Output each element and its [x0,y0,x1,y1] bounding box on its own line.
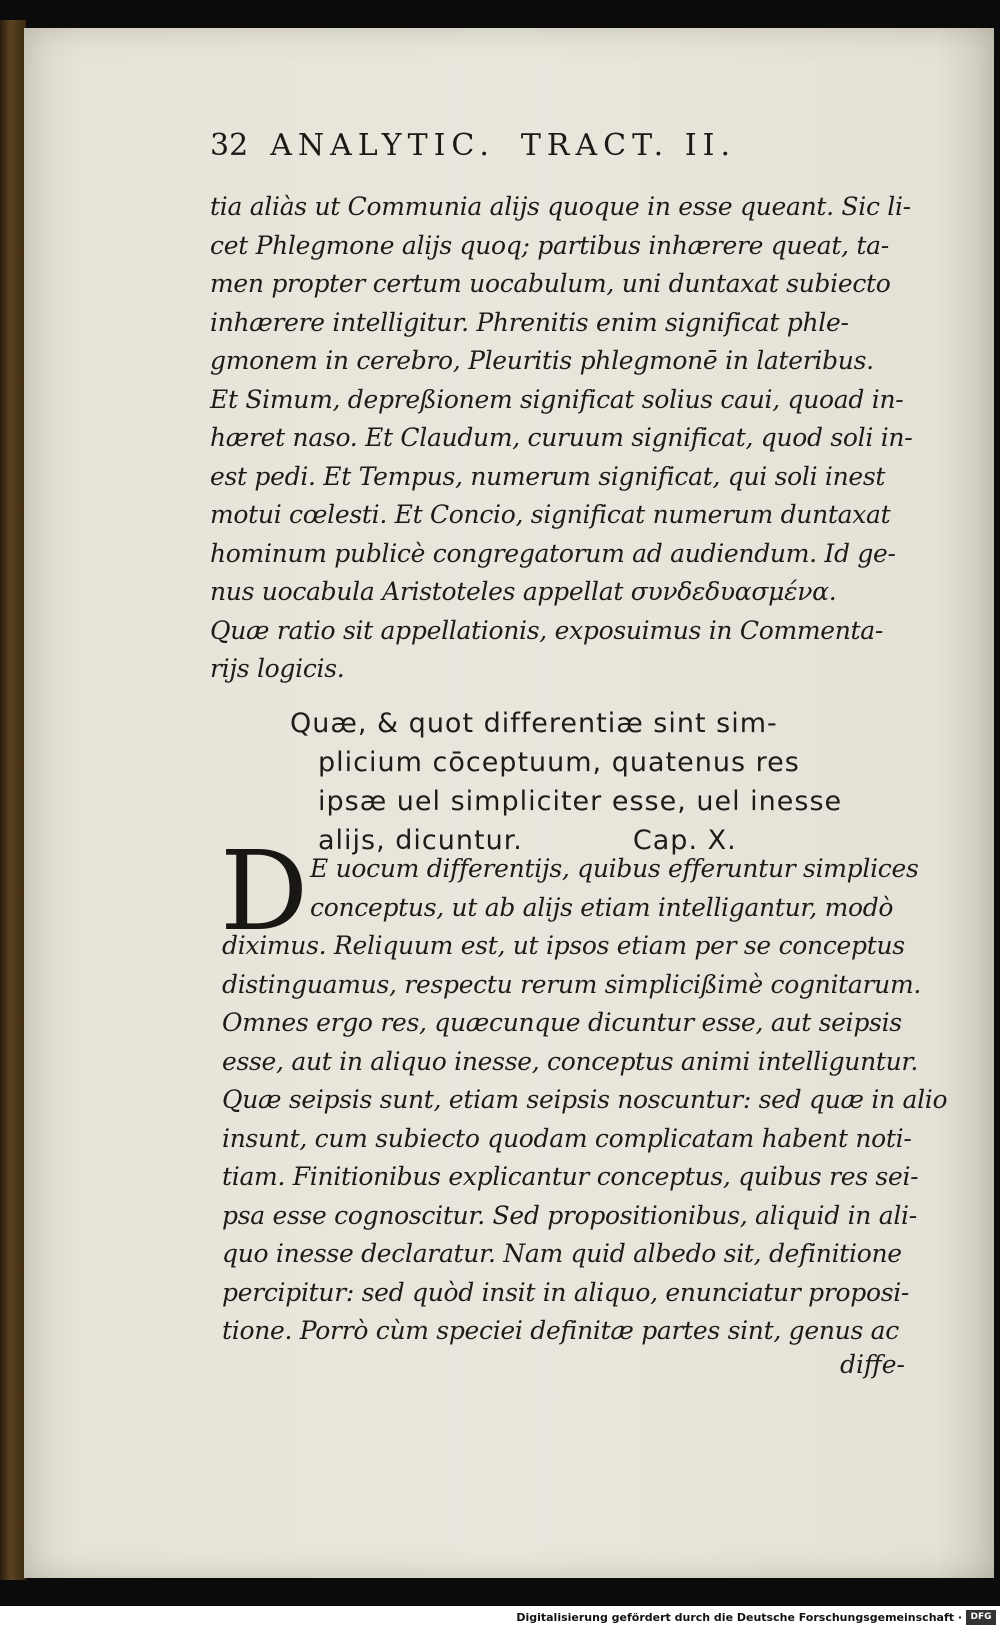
text-line: cet Phlegmone alijs quoq; partibus inhærere queat, ta- [210,230,889,260]
text-line: quo inesse declaratur. Nam quid albedo sit, definitione [222,1239,902,1268]
text-line: hæret naso. Et Claudum, curuum significat, quod soli in- [210,423,913,452]
text-line: Et Simum, depreßionem significat solius caui, quoad in- [210,384,904,414]
drop-cap-initial: D [220,827,309,955]
chapter-heading-line: ipsæ uel simpliciter esse, uel inesse [318,786,843,817]
text-block-top [210,188,913,689]
chapter-heading-line: plicium cōceptuum, quatenus res [318,747,800,778]
chapter-heading-line: alijs, dicuntur. [318,825,523,856]
text-line: nus uocabula Aristoteles appellat συνδεδυασμένα. [210,577,837,606]
text-line: tia aliàs ut Communia alijs quoque in esse queant. Sic li- [210,192,911,221]
running-head-tract: TRACT. II. [520,128,736,163]
text-line: Quæ ratio sit appellationis, exposuimus in Commenta- [210,615,884,645]
chapter-number: Cap. X. [632,825,737,856]
text-line: men propter certum uocabulum, uni duntaxat subiecto [210,269,891,298]
running-head [210,128,850,163]
text-line: percipitur: sed quòd insit in aliquo, enunciatur proposi- [222,1277,910,1307]
text-line: gmonem in cerebro, Pleuritis phlegmonē in lateribus. [210,346,874,375]
text-line: Omnes ergo res, quæcunque dicuntur esse, aut seipsis [222,1008,902,1037]
catchword: diffe- [840,1350,905,1379]
text-line: insunt, cum subiecto quodam complicatam habent noti- [222,1123,912,1153]
text-line: inhærere intelligitur. Phrenitis enim significat phle- [210,307,849,337]
digitization-footer [0,1606,1000,1628]
chapter-heading-line: Quæ, & quot differentiæ sint sim- [290,708,778,739]
text-line: E uocum differentijs, quibus efferuntur simplices [310,854,919,883]
text-line: Quæ seipsis sunt, etiam seipsis noscuntur: sed quæ in alio [222,1085,948,1114]
text-line: rijs logicis. [210,654,345,683]
dfg-logo-icon: DFG [966,1610,996,1625]
text-line: diximus. Reliquum est, ut ipsos etiam per se conceptus [222,931,905,960]
text-line: hominum publicè congregatorum ad audiendum. Id ge- [210,538,896,568]
chapter-heading [290,704,850,860]
text-line: tiam. Finitionibus explicantur conceptus, quibus res sei- [222,1162,919,1191]
page-number: 32 [210,128,249,163]
text-line: tione. Porrò cùm speciei definitæ partes sint, genus ac [222,1316,899,1345]
running-head-title: ANALYTIC. [270,128,495,163]
text-line: est pedi. Et Tempus, numerum significat, qui soli inest [210,461,886,491]
text-line: conceptus, ut ab alijs etiam intelligantur, modò [310,892,894,922]
text-line: motui cœlesti. Et Concio, significat numerum duntaxat [210,500,891,529]
text-line: distinguamus, respectu rerum simplicißimè cognitarum. [222,969,922,999]
book-cover-edge [0,20,26,1580]
text-line: psa esse cognoscitur. Sed propositionibus, aliquid in ali- [222,1200,917,1230]
footer-credit: Digitalisierung gefördert durch die Deutsche Forschungsgemeinschaft · [516,1611,962,1624]
text-line: esse, aut in aliquo inesse, conceptus animi intelliguntur. [222,1046,918,1076]
